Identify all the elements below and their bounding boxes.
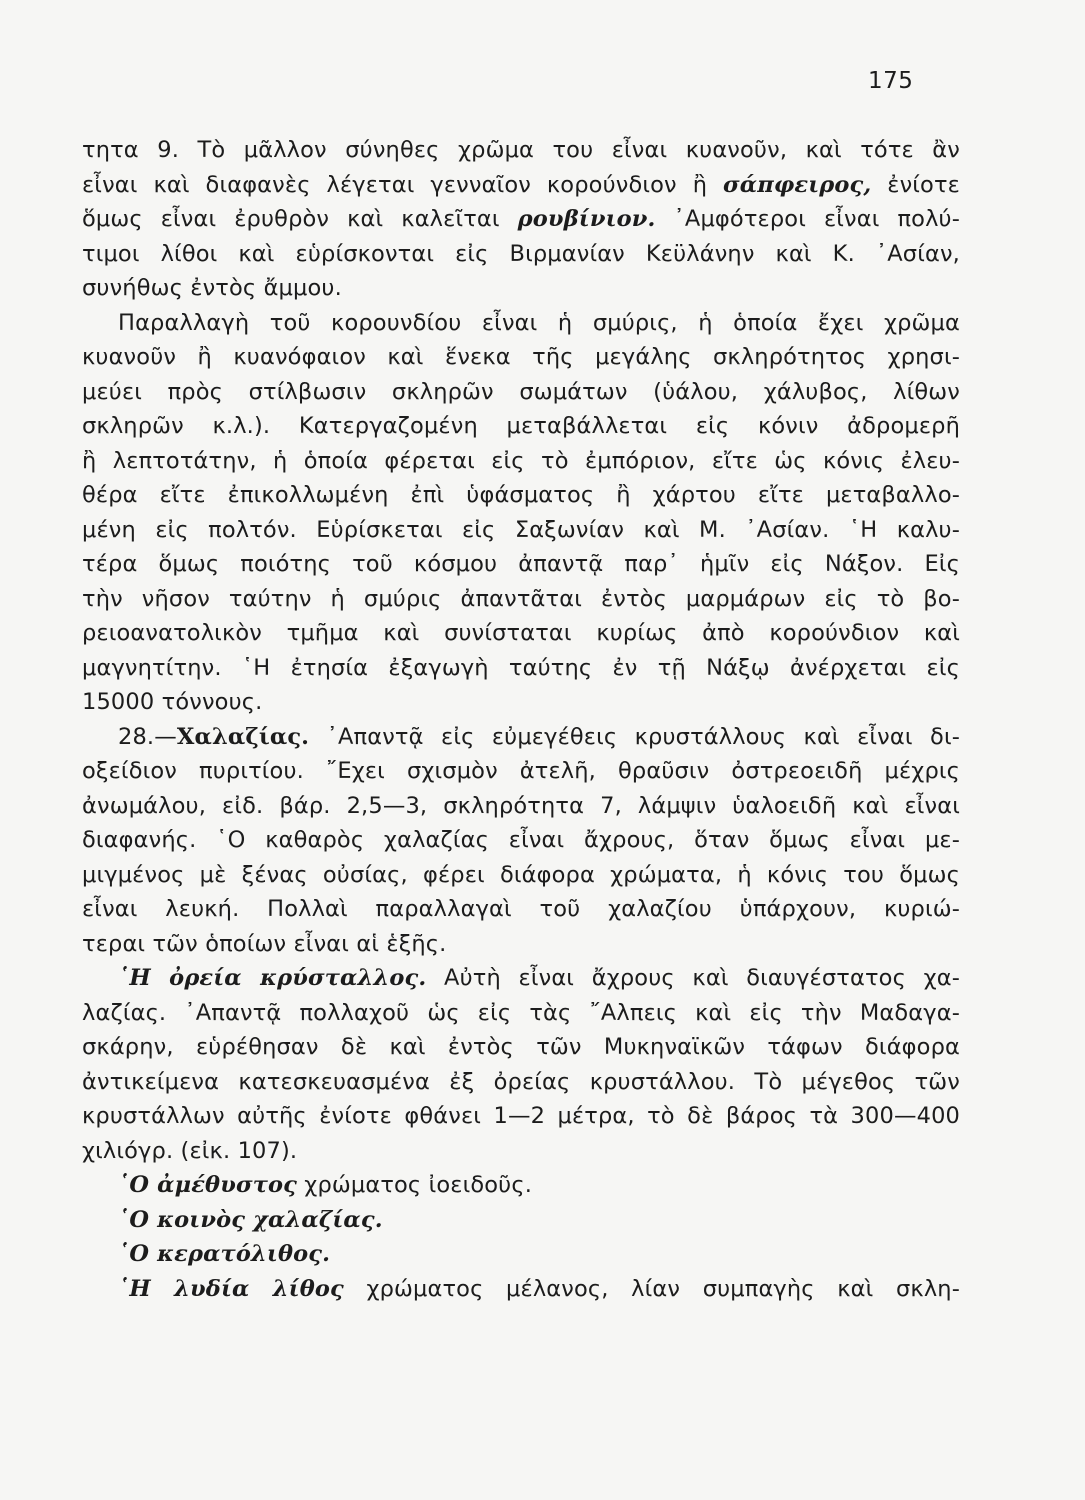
text-line: χιλιόγρ. (εἰκ. 107). — [82, 1137, 298, 1164]
text-line — [82, 202, 960, 237]
emphasized-term: ῾Η ὀρεία κρύσταλλος. — [118, 965, 427, 991]
text-line — [82, 168, 960, 203]
text-line: 15000 τόννους. — [82, 689, 263, 715]
text-line: σκάρην, εὑρέθησαν δὲ καὶ ἐντὸς τῶν Μυκηναϊκῶν τάφων διάφορα — [82, 1034, 960, 1060]
body-text — [82, 133, 960, 1306]
emphasized-term: ῾Ο ἀμέθυστος — [118, 1172, 297, 1198]
line-text: ᾿Αμφότεροι εἶναι πολύ- — [655, 206, 960, 232]
line-text: 28.— — [118, 723, 177, 750]
text-line: τέρα ὅμως ποιότης τοῦ κόσμου ἀπαντᾷ παρ᾿ ἡμῖν εἰς Νάξον. Εἰς — [82, 551, 960, 577]
line-text: ἐνίοτε — [871, 171, 960, 198]
text-line: Παραλλαγὴ τοῦ κορουνδίου εἶναι ἡ σμύρις, ἡ ὁποία ἔχει χρῶμα — [118, 309, 960, 336]
text-line: μαγνητίτην. ῾Η ἐτησία ἐξαγωγὴ ταύτης ἐν τῇ Νάξῳ ἀνέρχεται εἰς — [82, 654, 960, 681]
text-line — [82, 1168, 960, 1203]
emphasized-term: ῾Ο κοινὸς χαλαζίας. — [118, 1206, 383, 1233]
line-text: εἶναι καὶ διαφανὲς λέγεται γενναῖον κορούνδιον ἢ — [82, 171, 724, 198]
text-line: εἶναι λευκή. Πολλαὶ παραλλαγαὶ τοῦ χαλαζίου ὑπάρχουν, κυριώ- — [82, 896, 960, 922]
text-line: τὴν νῆσον ταύτην ἡ σμύρις ἀπαντᾶται ἐντὸς μαρμάρων εἰς τὸ βο- — [82, 585, 960, 612]
text-line: θέρα εἴτε ἐπικολλωμένη ἐπὶ ὑφάσματος ἢ χάρτου εἴτε μεταβαλλο- — [82, 482, 960, 508]
emphasized-term: ρουβίνιον. — [517, 206, 656, 232]
text-line: μεύει πρὸς στίλβωσιν σκληρῶν σωμάτων (ὑάλου, χάλυβος, λίθων — [82, 378, 960, 405]
text-line: κρυστάλλων αὐτῆς ἐνίοτε φθάνει 1—2 μέτρα, τὸ δὲ βάρος τὰ 300—400 — [82, 1103, 960, 1129]
emphasized-term: ῾Η λυδία λίθος — [118, 1275, 344, 1302]
emphasized-term: ῾Ο κερατόλιθος. — [118, 1241, 331, 1267]
text-line: μιγμένος μὲ ξένας οὐσίας, φέρει διάφορα χρώματα, ἡ κόνις του ὅμως — [82, 861, 960, 888]
section-heading: Χαλαζίας. — [176, 723, 310, 750]
text-line: ἀντικείμενα κατεσκευασμένα ἐξ ὀρείας κρυστάλλου. Τὸ μέγεθος τῶν — [82, 1068, 960, 1095]
text-line: μένη εἰς πολτόν. Εὑρίσκεται εἰς Σαξωνίαν καὶ Μ. ᾿Ασίαν. ῾Η καλυ- — [82, 516, 960, 543]
text-line — [82, 961, 960, 996]
text-line — [82, 720, 960, 755]
text-line: τεραι τῶν ὁποίων εἶναι αἱ ἑξῆς. — [82, 930, 447, 957]
text-line: κυανοῦν ἢ κυανόφαιον καὶ ἕνεκα τῆς μεγάλης σκληρότητος χρησι- — [82, 344, 960, 370]
text-line: οξείδιον πυριτίου. ῎Εχει σχισμὸν ἀτελῆ, θραῦσιν ὀστρεοειδῆ μέχρις — [82, 758, 960, 784]
emphasized-term: σάπφειρος, — [723, 171, 872, 198]
text-line: ρειοανατολικὸν τμῆμα καὶ συνίσταται κυρίως ἀπὸ κορούνδιον καὶ — [82, 620, 960, 646]
text-line — [82, 1272, 960, 1307]
text-line — [82, 1237, 960, 1272]
text-line: τητα 9. Τὸ μᾶλλον σύνηθες χρῶμα του εἶναι κυανοῦν, καὶ τότε ἂν — [82, 137, 960, 163]
text-line: συνήθως ἐντὸς ἄμμου. — [82, 275, 342, 301]
text-line: λαζίας. ᾿Απαντᾷ πολλαχοῦ ὡς εἰς τὰς ῎Αλπεις καὶ εἰς τὴν Μαδαγα- — [82, 999, 960, 1026]
line-text: χρώματος μέλανος, λίαν συμπαγὴς καὶ σκλη- — [343, 1275, 960, 1302]
page-number: 175 — [868, 68, 914, 94]
text-line: σκληρῶν κ.λ.). Κατεργαζομένη μεταβάλλεται εἰς κόνιν ἀδρομερῆ — [82, 413, 960, 439]
text-line: ἀνωμάλου, εἰδ. βάρ. 2,5—3, σκληρότητα 7, λάμψιν ὑαλοειδῆ καὶ εἶναι — [82, 792, 960, 819]
text-line: διαφανής. ῾Ο καθαρὸς χαλαζίας εἶναι ἄχρους, ὅταν ὅμως εἶναι με- — [82, 827, 960, 853]
text-line — [82, 1203, 960, 1238]
text-line: τιμοι λίθοι καὶ εὑρίσκονται εἰς Βιρμανίαν Κεϋλάνην καὶ Κ. ᾿Ασίαν, — [82, 240, 960, 267]
line-text: Αὐτὴ εἶναι ἄχρους καὶ διαυγέστατος χα- — [426, 965, 960, 991]
line-text: ὅμως εἶναι ἐρυθρὸν καὶ καλεῖται — [82, 206, 518, 232]
text-line: ἢ λεπτοτάτην, ἡ ὁποία φέρεται εἰς τὸ ἐμπόριον, εἴτε ὡς κόνις ἐλευ- — [82, 447, 960, 474]
line-text: ᾿Απαντᾷ εἰς εὐμεγέθεις κρυστάλλους καὶ εἶναι δι- — [309, 723, 960, 750]
line-text: χρώματος ἰοειδοῦς. — [297, 1172, 533, 1198]
